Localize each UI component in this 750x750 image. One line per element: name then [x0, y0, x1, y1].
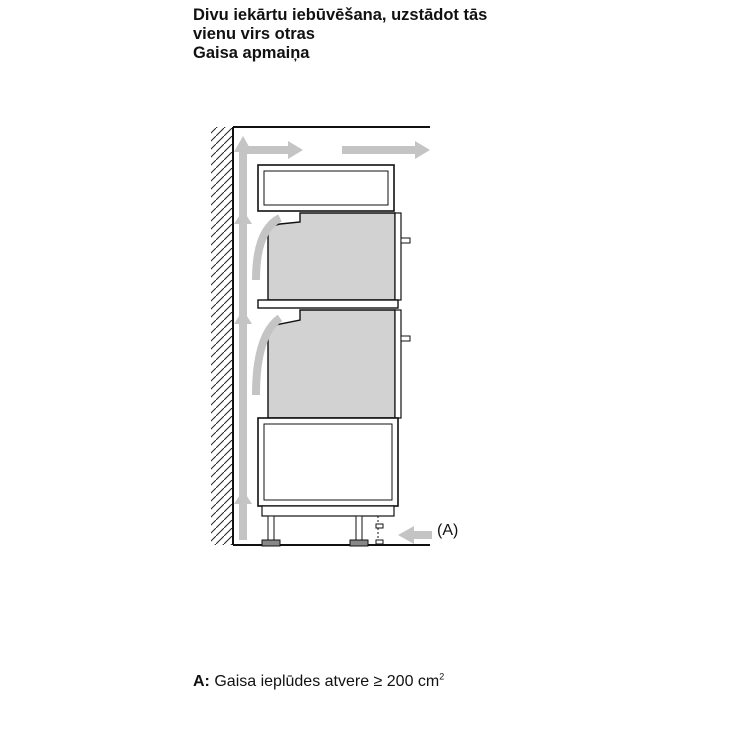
legend — [193, 673, 444, 691]
legend-key: A: — [193, 673, 210, 690]
title-line-3: Gaisa apmaiņa — [193, 44, 310, 62]
upper-oven — [268, 213, 410, 300]
lower-oven — [268, 310, 410, 418]
title-line-2: vienu virs otras — [193, 25, 315, 43]
legend-text: Gaisa ieplūdes atvere ≥ 200 cm — [214, 673, 440, 690]
top-cabinet — [258, 165, 394, 211]
middle-shelf — [258, 300, 398, 308]
legend-superscript: 2 — [439, 671, 445, 682]
title-line-1: Divu iekārtu iebūvēšana, uzstādot tās — [193, 6, 488, 24]
base-cabinet — [258, 418, 398, 546]
callout-a-label: (A) — [437, 522, 459, 539]
